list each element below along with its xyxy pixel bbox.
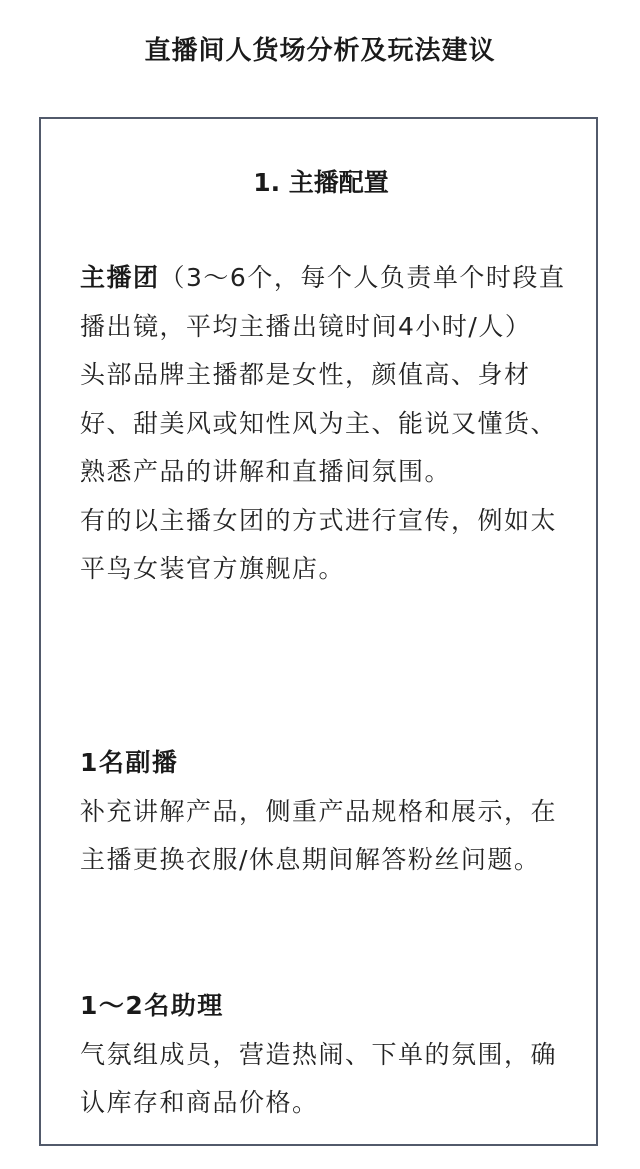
role-name: 1～2名助理: [80, 991, 224, 1020]
role-title-line: [80, 254, 570, 351]
role-description: 头部品牌主播都是女性，颜值高、身材好、甜美风或知性风为主、能说又懂货、熟悉产品的讲解和直播间氛围。: [80, 360, 558, 486]
role-name: 1名副播: [80, 748, 179, 777]
page-title: 直播间人货场分析及玩法建议: [144, 36, 496, 66]
role-name: 主播团: [80, 263, 160, 292]
role-description: 气氛组成员，营造热闹、下单的氛围，确认库存和商品价格。: [80, 1039, 558, 1117]
role-block-co-host: [80, 739, 570, 885]
section-heading: 1. 主播配置: [253, 168, 389, 197]
role-description: 补充讲解产品，侧重产品规格和展示，在主播更换衣服/休息期间解答粉丝问题。: [80, 796, 558, 874]
role-block-assistant: [80, 982, 570, 1128]
role-description: 有的以主播女团的方式进行宣传，例如太平鸟女装官方旗舰店。: [80, 505, 558, 583]
role-block-host-team: [80, 254, 570, 594]
role-note: （3～6个，每个人负责单个时段直播出镜，平均主播出镜时间4小时/人）: [80, 263, 566, 341]
content-card: [39, 117, 598, 1146]
